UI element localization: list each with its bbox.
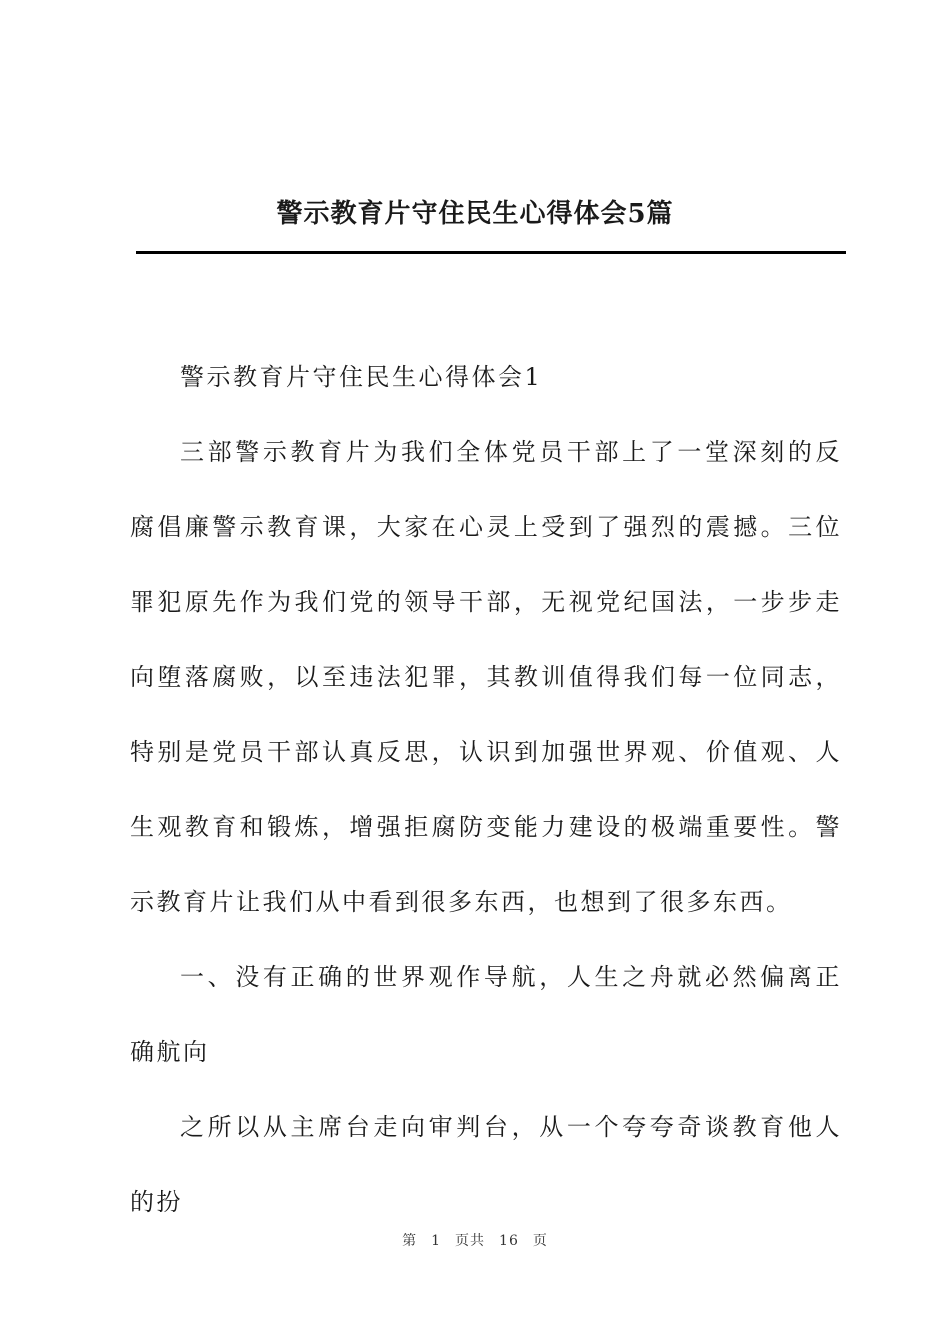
document-title: 警示教育片守住民生心得体会5篇 — [276, 199, 674, 229]
subsection-heading: 一、没有正确的世界观作导航，人生之舟就必然偏离正确航向 — [130, 963, 842, 1066]
footer-middle: 页共 — [455, 1233, 486, 1249]
section-heading: 警示教育片守住民生心得体会1 — [180, 363, 543, 391]
page-footer — [0, 1230, 950, 1250]
title-underline — [136, 251, 846, 254]
footer-total-pages: 16 — [499, 1233, 519, 1249]
body-paragraph: 之所以从主席台走向审判台，从一个夸夸奇谈教育他人的扮 — [130, 1113, 842, 1216]
document-body — [130, 340, 842, 1240]
footer-suffix: 页 — [532, 1233, 548, 1249]
footer-page-number: 1 — [431, 1233, 442, 1249]
body-paragraph: 三部警示教育片为我们全体党员干部上了一堂深刻的反腐倡廉警示教育课，大家在心灵上受到了强烈的震撼。三位罪犯原先作为我们党的领导干部，无视党纪国法，一步步走向堕落腐败，以至违法犯罪，其教训值得我们每一位同志，特别是党员干部认真反思，认识到加强世界观、价值观、人生观教育和锻炼，增强拒腐防变能力建设的极端重要性。警示教育片让我们从中看到很多东西，也想到了很多东西。 — [130, 438, 842, 916]
footer-prefix: 第 — [402, 1233, 418, 1249]
